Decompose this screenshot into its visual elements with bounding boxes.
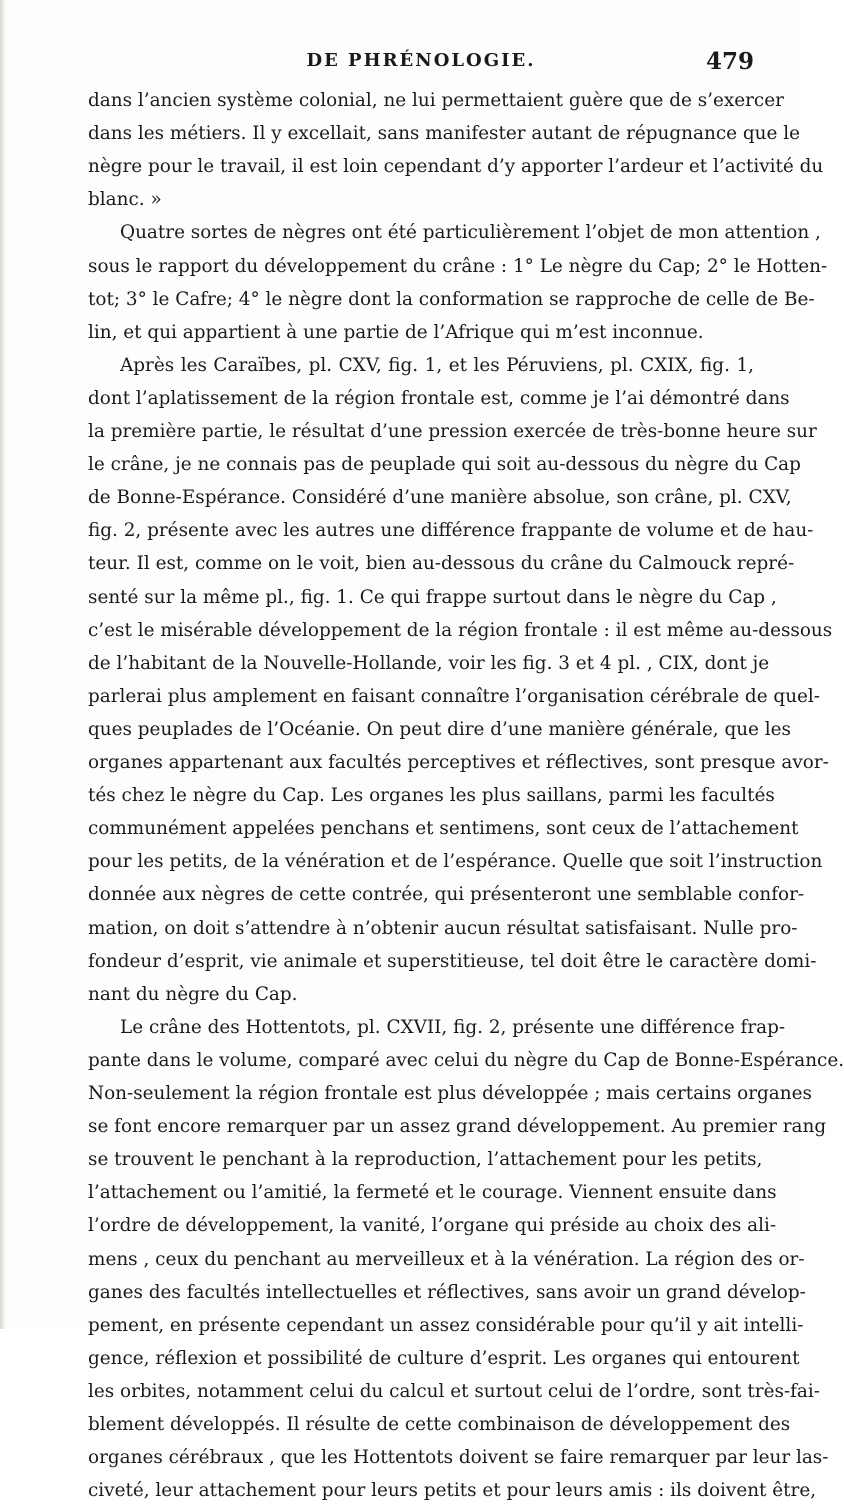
text-line: mens , ceux du penchant au merveilleux et à la vénération. La région des or- — [88, 1248, 805, 1270]
text-line: sous le rapport du développement du crâne : 1° Le nègre du Cap; 2° le Hotten- — [88, 255, 828, 277]
text-line: civeté, leur attachement pour leurs petits et pour leurs amis : ils doivent être, — [88, 1480, 817, 1502]
page-gutter-shadow — [0, 0, 6, 1329]
text-line: pement, en présente cependant un assez considérable pour qu’il y ait intelli- — [88, 1314, 804, 1336]
text-line: les orbites, notamment celui du calcul et surtout celui de l’ordre, sont très-fai- — [88, 1380, 820, 1402]
text-line: ques peuplades de l’Océanie. On peut dire d’une manière générale, que les — [88, 718, 791, 740]
text-line: pante dans le volume, comparé avec celui du nègre du Cap de Bonne-Espérance. — [88, 1049, 844, 1071]
running-header — [88, 50, 754, 78]
text-line: teur. Il est, comme on le voit, bien au-dessous du crâne du Calmouck repré- — [88, 553, 795, 575]
text-line: se font encore remarquer par un assez grand développement. Au premier rang — [88, 1116, 827, 1138]
text-line: dans les métiers. Il y excellait, sans manifester autant de répugnance que le — [88, 123, 800, 145]
text-line: dans l’ancien système colonial, ne lui permettaient guère que de s’exercer — [88, 90, 784, 111]
text-line: se trouvent le penchant à la reproduction, l’attachement pour les petits, — [88, 1149, 763, 1171]
text-line: tot; 3° le Cafre; 4° le nègre dont la conformation se rapproche de celle de Be- — [88, 288, 815, 310]
text-line: blement développés. Il résulte de cette combinaison de développement des — [88, 1414, 791, 1435]
text-line: mation, on doit s’attendre à n’obtenir aucun résultat satisfaisant. Nulle pro- — [88, 917, 798, 939]
text-line: communément appelées penchans et sentimens, sont ceux de l’attachement — [88, 818, 799, 840]
page-number: 479 — [705, 48, 754, 75]
text-line: donnée aux nègres de cette contrée, qui présenteront une semblable confor- — [88, 884, 805, 906]
text-line: le crâne, je ne connais pas de peuplade qui soit au-dessous du nègre du Cap — [88, 454, 801, 476]
text-line: l’ordre de développement, la vanité, l’organe qui préside au choix des ali- — [88, 1215, 777, 1237]
text-line: Quatre sortes de nègres ont été particulièrement l’objet de mon attention , — [120, 222, 821, 244]
text-line: parlerai plus amplement en faisant connaître l’organisation cérébrale de quel- — [88, 685, 821, 707]
text-line: de l’habitant de la Nouvelle-Hollande, voir les fig. 3 et 4 pl. , CIX, dont je — [88, 652, 770, 674]
text-line: organes appartenant aux facultés perceptives et réflectives, sont presque avor- — [88, 752, 829, 773]
text-line: ganes des facultés intellectuelles et réflectives, sans avoir un grand dévelop- — [88, 1281, 806, 1303]
text-line: senté sur la même pl., fig. 1. Ce qui frappe surtout dans le nègre du Cap , — [88, 586, 777, 608]
text-line: fig. 2, présente avec les autres une différence frappante de volume et de hau- — [88, 520, 814, 542]
text-line: Le crâne des Hottentots, pl. CXVII, fig. 2, présente une différence frap- — [120, 1016, 786, 1038]
text-line: Après les Caraïbes, pl. CXV, fig. 1, et les Péruviens, pl. CXIX, fig. 1, — [120, 354, 754, 376]
text-line: lin, et qui appartient à une partie de l’Afrique qui m’est inconnue. — [88, 321, 704, 343]
text-line: de Bonne-Espérance. Considéré d’une manière absolue, son crâne, pl. CXV, — [88, 487, 792, 509]
text-line: pour les petits, de la vénération et de l’espérance. Quelle que soit l’instruction — [88, 851, 823, 873]
text-line: l’attachement ou l’amitié, la fermeté et le courage. Viennent ensuite dans — [88, 1182, 777, 1204]
text-line: nègre pour le travail, il est loin cependant d’y apporter l’ardeur et l’activité du — [88, 156, 824, 178]
text-line: Non-seulement la région frontale est plus développée ; mais certains organes — [88, 1083, 812, 1104]
text-line: nant du nègre du Cap. — [88, 983, 298, 1005]
text-line: dont l’aplatissement de la région frontale est, comme je l’ai démontré dans — [88, 387, 790, 409]
text-line: tés chez le nègre du Cap. Les organes les plus saillans, parmi les facultés — [88, 785, 775, 807]
running-title: DE PHRÉNOLOGIE. — [306, 50, 536, 71]
text-line: organes cérébraux , que les Hottentots doivent se faire remarquer par leur las- — [88, 1447, 829, 1469]
text-line: c’est le misérable développement de la région frontale : il est même au-dessous — [88, 619, 833, 641]
text-line: gence, réflexion et possibilité de culture d’esprit. Les organes qui entourent — [88, 1347, 800, 1369]
text-line: fondeur d’esprit, vie animale et superstitieuse, tel doit être le caractère domi- — [88, 950, 817, 972]
text-line: blanc. » — [88, 189, 162, 211]
text-line: la première partie, le résultat d’une pression exercée de très-bonne heure sur — [88, 421, 817, 442]
